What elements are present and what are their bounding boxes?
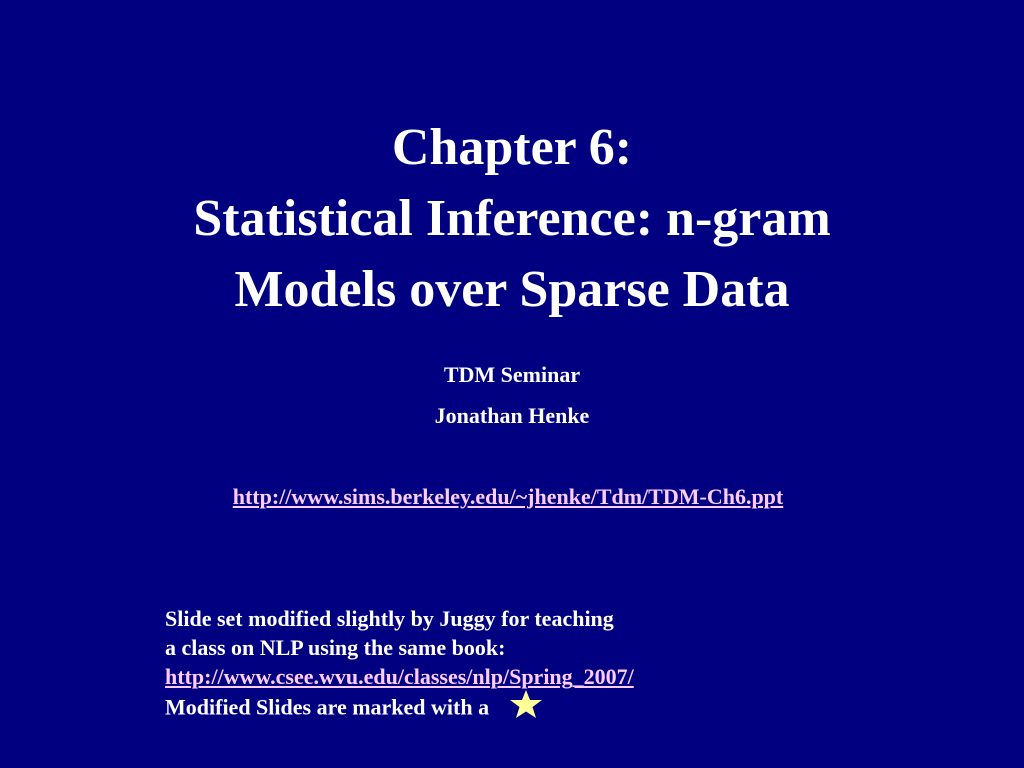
title-line-1: Chapter 6: xyxy=(391,119,633,176)
slide-title xyxy=(0,112,1024,325)
note-line-4-row xyxy=(165,691,634,720)
source-url-link[interactable]: http://www.sims.berkeley.edu/~jhenke/Tdm/TDM-Ch6.ppt xyxy=(232,484,784,509)
title-line-2: Statistical Inference: n-gram xyxy=(193,190,831,247)
note-line-4: Modified Slides are marked with a xyxy=(165,694,490,720)
author-name: Jonathan Henke xyxy=(434,403,590,428)
note-line-1: Slide set modified slightly by Juggy for teaching xyxy=(165,606,614,631)
source-link-container xyxy=(0,484,1016,510)
star-icon xyxy=(509,689,543,726)
star-shape xyxy=(510,690,542,718)
note-url-row xyxy=(165,662,634,691)
modification-note xyxy=(165,604,634,720)
seminar-name: TDM Seminar xyxy=(443,362,581,387)
title-line-3: Models over Sparse Data xyxy=(234,261,790,318)
note-line-2: a class on NLP using the same book: xyxy=(165,635,506,660)
course-url-link[interactable]: http://www.csee.wvu.edu/classes/nlp/Spring_2007/ xyxy=(165,664,634,689)
